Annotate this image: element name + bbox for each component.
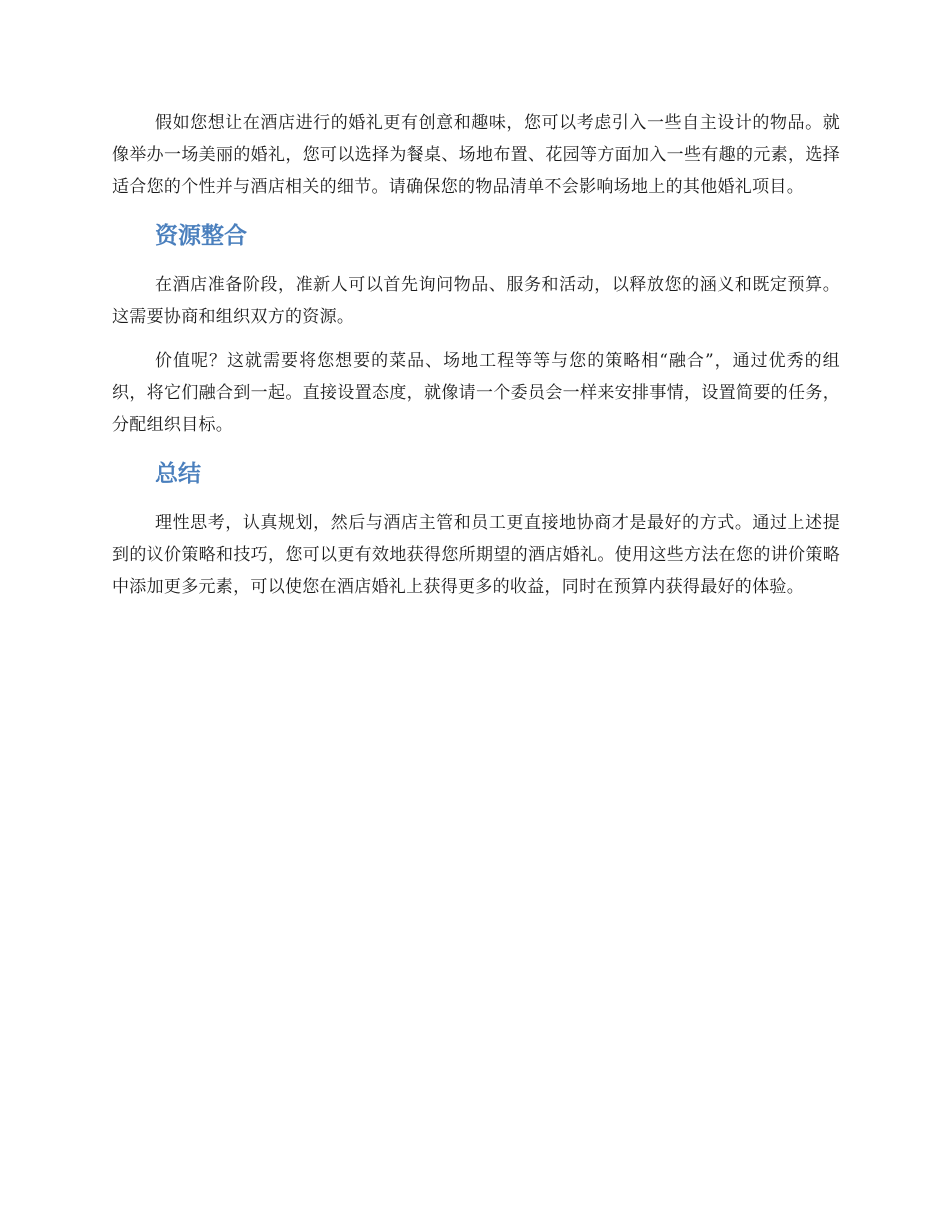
section-heading-summary: 总结 [155, 461, 201, 487]
summary-paragraph-1: 理性思考，认真规划，然后与酒店主管和员工更直接地协商才是最好的方式。通过上述提到的议价策略和技巧，您可以更有效地获得您所期望的酒店婚礼。使用这些方法在您的讲价策略中添加更多元素，可以使您在酒店婚礼上获得更多的收益，同时在预算内获得最好的体验。 [112, 513, 840, 597]
intro-paragraph: 假如您想让在酒店进行的婚礼更有创意和趣味，您可以考虑引入一些自主设计的物品。就像举办一场美丽的婚礼，您可以选择为餐桌、场地布置、花园等方面加入一些有趣的元素，选择适合您的个性并与酒店相关的细节。请确保您的物品清单不会影响场地上的其他婚礼项目。 [112, 113, 840, 197]
resources-paragraph-1: 在酒店准备阶段，准新人可以首先询问物品、服务和活动，以释放您的涵义和既定预算。这需要协商和组织双方的资源。 [112, 275, 840, 327]
document-page [112, 107, 840, 603]
resources-paragraph-2: 价值呢？这就需要将您想要的菜品、场地工程等等与您的策略相“融合”，通过优秀的组织，将它们融合到一起。直接设置态度，就像请一个委员会一样来安排事情，设置简要的任务，分配组织目标。 [112, 351, 840, 435]
section-heading-resources: 资源整合 [155, 223, 247, 249]
